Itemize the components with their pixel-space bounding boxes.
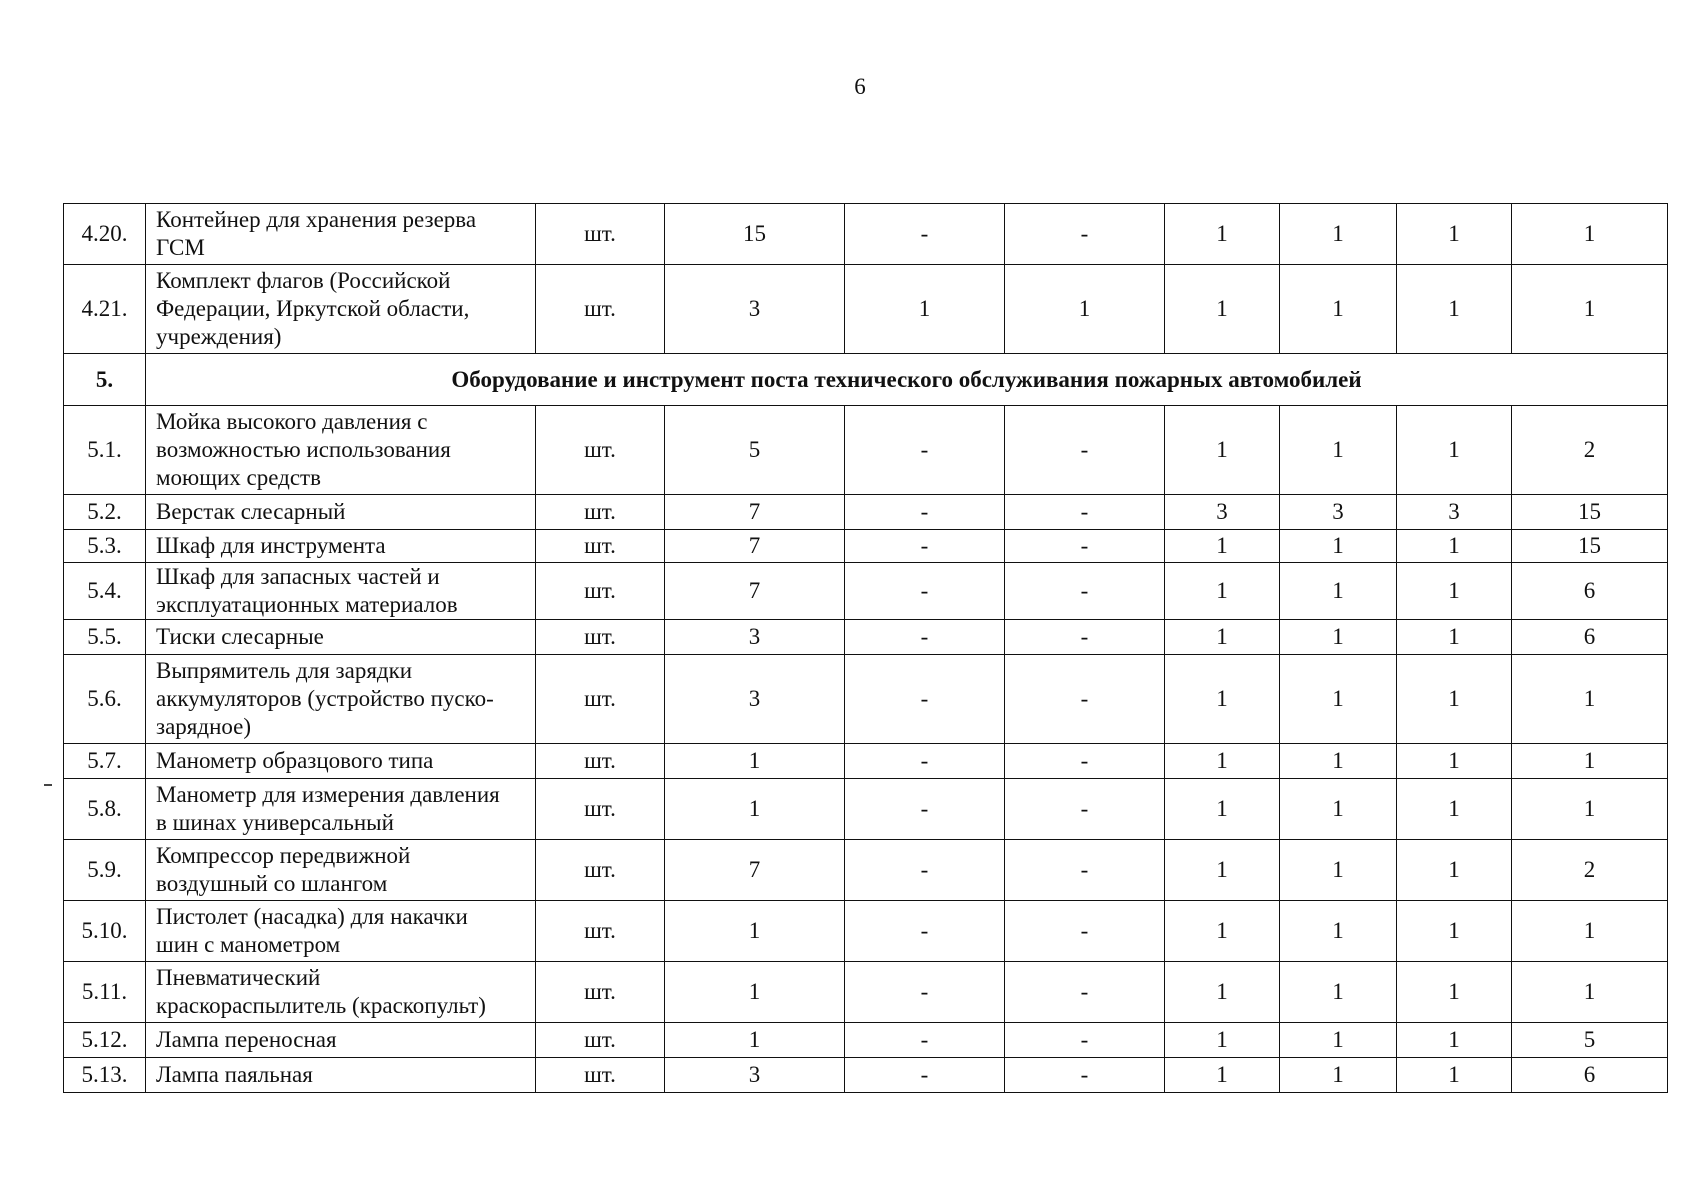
col7-cell: 1: [1397, 563, 1512, 620]
item-name-cell: [146, 406, 536, 495]
item-name-line: Мойка высокого давления с: [156, 409, 428, 434]
table-row: [64, 563, 1668, 620]
item-name-line: Контейнер для хранения резерва: [156, 207, 477, 232]
col8-cell: 1: [1512, 655, 1668, 744]
col6-cell: 1: [1280, 563, 1397, 620]
row-number-cell: 5.1.: [64, 406, 146, 495]
row-number-cell: 5.7.: [64, 744, 146, 779]
col7-cell: 1: [1397, 530, 1512, 563]
quantity-cell: 15: [665, 204, 845, 265]
col4-cell: -: [1005, 1023, 1165, 1058]
quantity-cell: 3: [665, 620, 845, 655]
section-title-cell: Оборудование и инструмент поста технического обслуживания пожарных автомобилей: [146, 354, 1668, 406]
item-name-cell: [146, 962, 536, 1023]
item-name-line: Пистолет (насадка) для накачки: [156, 904, 468, 929]
col6-cell: 3: [1280, 495, 1397, 530]
section-header-row: [64, 354, 1668, 406]
item-name-line: Манометр для измерения давления: [156, 782, 500, 807]
col7-cell: 3: [1397, 495, 1512, 530]
table-row: [64, 1023, 1668, 1058]
unit-cell: шт.: [536, 406, 665, 495]
item-name-line: эксплуатационных материалов: [156, 592, 458, 617]
row-number-cell: 5.8.: [64, 779, 146, 840]
unit-cell: шт.: [536, 779, 665, 840]
item-name-line: Лампа переносная: [156, 1027, 337, 1052]
col5-cell: 1: [1165, 655, 1280, 744]
row-number-cell: 5.13.: [64, 1058, 146, 1093]
item-name-line: аккумуляторов (устройство пуско-: [156, 686, 494, 711]
col3-cell: -: [845, 962, 1005, 1023]
equipment-table: [63, 203, 1668, 1093]
col6-cell: 1: [1280, 1023, 1397, 1058]
item-name-cell: [146, 744, 536, 779]
col3-cell: -: [845, 655, 1005, 744]
row-number-cell: 5.11.: [64, 962, 146, 1023]
item-name-line: Комплект флагов (Российской: [156, 268, 451, 293]
col4-cell: -: [1005, 1058, 1165, 1093]
quantity-cell: 1: [665, 779, 845, 840]
col5-cell: 1: [1165, 406, 1280, 495]
item-name-cell: [146, 1058, 536, 1093]
item-name-line: Манометр образцового типа: [156, 748, 434, 773]
item-name-line: зарядное): [156, 714, 252, 739]
col4-cell: -: [1005, 204, 1165, 265]
table-row: [64, 655, 1668, 744]
item-name-line: Тиски слесарные: [156, 624, 324, 649]
col8-cell: 6: [1512, 563, 1668, 620]
table-row: [64, 620, 1668, 655]
col8-cell: 5: [1512, 1023, 1668, 1058]
item-name-line: моющих средств: [156, 465, 321, 490]
col6-cell: 1: [1280, 840, 1397, 901]
unit-cell: шт.: [536, 655, 665, 744]
item-name-line: Верстак слесарный: [156, 499, 346, 524]
col8-cell: 1: [1512, 744, 1668, 779]
unit-cell: шт.: [536, 530, 665, 563]
col8-cell: 2: [1512, 406, 1668, 495]
col7-cell: 1: [1397, 620, 1512, 655]
quantity-cell: 3: [665, 265, 845, 354]
item-name-line: Федерации, Иркутской области,: [156, 296, 470, 321]
item-name-cell: [146, 265, 536, 354]
col8-cell: 1: [1512, 901, 1668, 962]
col8-cell: 15: [1512, 495, 1668, 530]
item-name-cell: [146, 620, 536, 655]
col7-cell: 1: [1397, 1058, 1512, 1093]
col6-cell: 1: [1280, 204, 1397, 265]
row-number-cell: 4.21.: [64, 265, 146, 354]
col5-cell: 1: [1165, 620, 1280, 655]
item-name-line: учреждения): [156, 324, 282, 349]
col6-cell: 1: [1280, 655, 1397, 744]
col6-cell: 1: [1280, 1058, 1397, 1093]
col8-cell: 1: [1512, 779, 1668, 840]
unit-cell: шт.: [536, 204, 665, 265]
section-number-cell: 5.: [64, 354, 146, 406]
quantity-cell: 7: [665, 495, 845, 530]
col4-cell: -: [1005, 563, 1165, 620]
col5-cell: 1: [1165, 204, 1280, 265]
row-number-cell: 4.20.: [64, 204, 146, 265]
col7-cell: 1: [1397, 204, 1512, 265]
col5-cell: 1: [1165, 563, 1280, 620]
col6-cell: 1: [1280, 901, 1397, 962]
item-name-cell: [146, 204, 536, 265]
table-row: [64, 840, 1668, 901]
quantity-cell: 1: [665, 1023, 845, 1058]
row-number-cell: 5.2.: [64, 495, 146, 530]
item-name-line: возможностью использования: [156, 437, 451, 462]
col5-cell: 1: [1165, 1058, 1280, 1093]
quantity-cell: 7: [665, 840, 845, 901]
item-name-line: шин с манометром: [156, 932, 341, 957]
col3-cell: -: [845, 530, 1005, 563]
col4-cell: -: [1005, 744, 1165, 779]
col7-cell: 1: [1397, 1023, 1512, 1058]
col3-cell: 1: [845, 265, 1005, 354]
col7-cell: 1: [1397, 655, 1512, 744]
col8-cell: 2: [1512, 840, 1668, 901]
table-row: [64, 530, 1668, 563]
col3-cell: -: [845, 406, 1005, 495]
col5-cell: 1: [1165, 530, 1280, 563]
unit-cell: шт.: [536, 265, 665, 354]
table-row: [64, 901, 1668, 962]
item-name-cell: [146, 530, 536, 563]
col8-cell: 1: [1512, 204, 1668, 265]
row-number-cell: 5.10.: [64, 901, 146, 962]
unit-cell: шт.: [536, 840, 665, 901]
item-name-line: Шкаф для запасных частей и: [156, 564, 440, 589]
item-name-cell: [146, 495, 536, 530]
col8-cell: 1: [1512, 962, 1668, 1023]
col6-cell: 1: [1280, 406, 1397, 495]
col6-cell: 1: [1280, 779, 1397, 840]
quantity-cell: 7: [665, 563, 845, 620]
col5-cell: 1: [1165, 265, 1280, 354]
item-name-cell: [146, 779, 536, 840]
col3-cell: -: [845, 204, 1005, 265]
row-number-cell: 5.4.: [64, 563, 146, 620]
col4-cell: -: [1005, 779, 1165, 840]
quantity-cell: 3: [665, 1058, 845, 1093]
margin-mark: [44, 784, 52, 786]
col5-cell: 1: [1165, 744, 1280, 779]
item-name-cell: [146, 840, 536, 901]
quantity-cell: 1: [665, 901, 845, 962]
col8-cell: 6: [1512, 1058, 1668, 1093]
col3-cell: -: [845, 901, 1005, 962]
col4-cell: -: [1005, 530, 1165, 563]
col8-cell: 1: [1512, 265, 1668, 354]
col3-cell: -: [845, 620, 1005, 655]
row-number-cell: 5.5.: [64, 620, 146, 655]
col3-cell: -: [845, 840, 1005, 901]
table-row: [64, 204, 1668, 265]
quantity-cell: 7: [665, 530, 845, 563]
unit-cell: шт.: [536, 1058, 665, 1093]
unit-cell: шт.: [536, 563, 665, 620]
item-name-line: воздушный со шлангом: [156, 871, 388, 896]
item-name-line: ГСМ: [156, 235, 205, 260]
unit-cell: шт.: [536, 1023, 665, 1058]
col8-cell: 15: [1512, 530, 1668, 563]
col5-cell: 1: [1165, 840, 1280, 901]
col5-cell: 1: [1165, 779, 1280, 840]
col4-cell: -: [1005, 406, 1165, 495]
quantity-cell: 1: [665, 962, 845, 1023]
table-row: [64, 744, 1668, 779]
unit-cell: шт.: [536, 744, 665, 779]
col5-cell: 3: [1165, 495, 1280, 530]
col3-cell: -: [845, 563, 1005, 620]
item-name-cell: [146, 655, 536, 744]
unit-cell: шт.: [536, 962, 665, 1023]
quantity-cell: 3: [665, 655, 845, 744]
item-name-line: Компрессор передвижной: [156, 843, 411, 868]
col7-cell: 1: [1397, 962, 1512, 1023]
col7-cell: 1: [1397, 744, 1512, 779]
item-name-cell: [146, 901, 536, 962]
item-name-line: Выпрямитель для зарядки: [156, 658, 413, 683]
col3-cell: -: [845, 744, 1005, 779]
quantity-cell: 5: [665, 406, 845, 495]
table-row: [64, 779, 1668, 840]
col4-cell: -: [1005, 495, 1165, 530]
item-name-line: Пневматический: [156, 965, 321, 990]
page-number: 6: [854, 74, 866, 99]
col3-cell: -: [845, 1058, 1005, 1093]
row-number-cell: 5.12.: [64, 1023, 146, 1058]
item-name-line: Шкаф для инструмента: [156, 533, 386, 558]
col3-cell: -: [845, 495, 1005, 530]
col6-cell: 1: [1280, 962, 1397, 1023]
col6-cell: 1: [1280, 620, 1397, 655]
table-row: [64, 1058, 1668, 1093]
col3-cell: -: [845, 1023, 1005, 1058]
unit-cell: шт.: [536, 495, 665, 530]
item-name-cell: [146, 1023, 536, 1058]
unit-cell: шт.: [536, 901, 665, 962]
row-number-cell: 5.6.: [64, 655, 146, 744]
row-number-cell: 5.3.: [64, 530, 146, 563]
col7-cell: 1: [1397, 265, 1512, 354]
col5-cell: 1: [1165, 901, 1280, 962]
col6-cell: 1: [1280, 744, 1397, 779]
col7-cell: 1: [1397, 779, 1512, 840]
col6-cell: 1: [1280, 265, 1397, 354]
col4-cell: -: [1005, 655, 1165, 744]
col4-cell: -: [1005, 901, 1165, 962]
table-row: [64, 962, 1668, 1023]
table-row: [64, 406, 1668, 495]
col8-cell: 6: [1512, 620, 1668, 655]
item-name-line: в шинах универсальный: [156, 810, 394, 835]
col4-cell: -: [1005, 620, 1165, 655]
item-name-line: краскораспылитель (краскопульт): [156, 993, 486, 1018]
table-row: [64, 265, 1668, 354]
col3-cell: -: [845, 779, 1005, 840]
col5-cell: 1: [1165, 962, 1280, 1023]
item-name-line: Лампа паяльная: [156, 1062, 313, 1087]
col5-cell: 1: [1165, 1023, 1280, 1058]
row-number-cell: 5.9.: [64, 840, 146, 901]
equipment-table-body: [64, 204, 1668, 1093]
col7-cell: 1: [1397, 901, 1512, 962]
col4-cell: -: [1005, 840, 1165, 901]
col6-cell: 1: [1280, 530, 1397, 563]
col7-cell: 1: [1397, 406, 1512, 495]
unit-cell: шт.: [536, 620, 665, 655]
quantity-cell: 1: [665, 744, 845, 779]
table-row: [64, 495, 1668, 530]
col4-cell: -: [1005, 962, 1165, 1023]
col4-cell: 1: [1005, 265, 1165, 354]
col7-cell: 1: [1397, 840, 1512, 901]
item-name-cell: [146, 563, 536, 620]
